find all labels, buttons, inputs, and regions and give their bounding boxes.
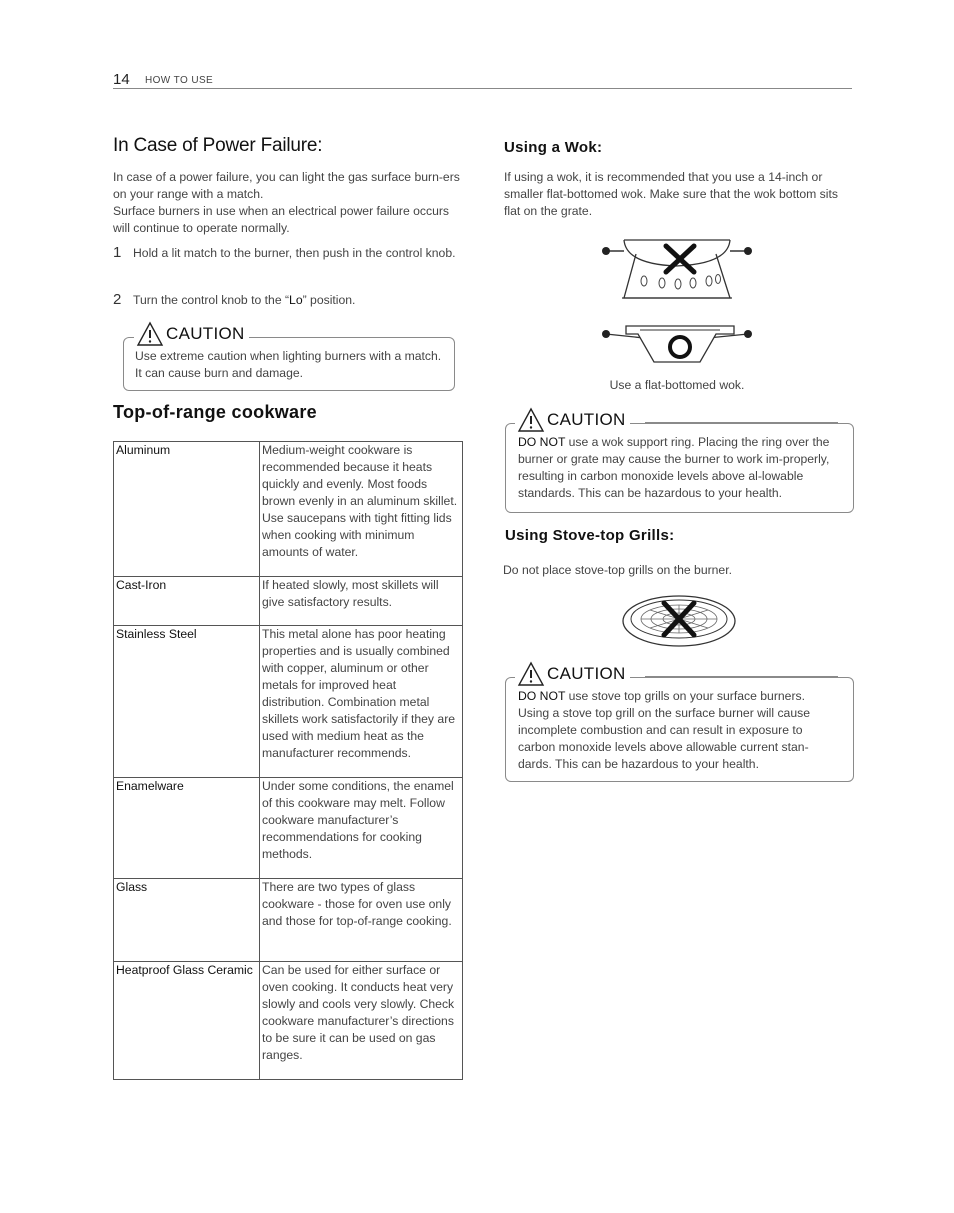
step-2-text	[133, 292, 463, 309]
grills-text: Do not place stove-top grills on the burner.	[503, 563, 732, 577]
caution-title-wok	[515, 407, 630, 433]
material-cell: Heatproof Glass Ceramic	[114, 962, 260, 1080]
step-1-text: Hold a lit match to the burner, then push in the control knob.	[133, 246, 456, 260]
wok-illustration	[596, 234, 758, 370]
caution-text-matches: Use extreme caution when lighting burners with a match. It can cause burn and damage.	[135, 349, 442, 380]
caution-lead: DO NOT	[518, 435, 566, 449]
caution-title-grills	[515, 661, 630, 687]
caution-lead: DO NOT	[518, 689, 566, 703]
caution-label: CAUTION	[547, 664, 626, 683]
description-cell: This metal alone has poor heating properties and is usually combined with copper, aluminum or other metals for improved heat distribution. Combination metal skillets work satisfactorily if they are used with medium heat as the manufacturer recommends.	[260, 626, 463, 778]
caution-text: use a wok support ring. Placing the ring over the burner or grate may cause the burner to work im-properly, resulting in carbon monoxide levels above al-lowable standards. This can be hazardous to your health.	[518, 435, 830, 500]
caution-label: CAUTION	[547, 410, 626, 429]
warning-triangle-icon	[517, 407, 545, 433]
description-cell: Medium-weight cookware is recommended because it heats quickly and evenly. Most foods brown evenly in an aluminum skillet. Use saucepans with tight fitting lids when cooking with minimum amounts of water.	[260, 442, 463, 577]
header-divider	[113, 88, 852, 89]
wok-caption: Use a flat-bottomed wok.	[609, 378, 745, 392]
table-row	[114, 962, 463, 1080]
caution-rule	[645, 676, 838, 677]
table-row	[114, 442, 463, 577]
description-cell: Under some conditions, the enamel of this cookware may melt. Follow cookware manufacturer’s recommendations for cooking methods.	[260, 778, 463, 879]
step-1-number: 1	[113, 244, 122, 261]
step-2-text-after: ” position.	[302, 293, 356, 307]
wok-text: If using a wok, it is recommended that you use a 14-inch or smaller flat-bottomed wok. Make sure that the wok bottom sits flat on the grate.	[504, 170, 838, 218]
table-row	[114, 577, 463, 626]
caution-text: use stove top grills on your surface burners. Using a stove top grill on the surface burner will cause incomplete combustion and can result in exposure to carbon monoxide levels above allowable current stan-dards. This can be hazardous to your health.	[518, 689, 810, 771]
step-2-text-before: Turn the control knob to the “	[133, 293, 290, 307]
material-cell: Cast-Iron	[114, 577, 260, 626]
caution-text-wok	[518, 434, 848, 502]
table-row	[114, 879, 463, 962]
step-2-number: 2	[113, 291, 122, 308]
section-label: HOW TO USE	[145, 75, 214, 86]
power-failure-intro	[113, 169, 465, 237]
x-mark-icon	[666, 246, 694, 272]
step-2-lo-setting: Lo	[289, 293, 303, 307]
caution-label: CAUTION	[166, 324, 245, 343]
round-wok-drawing	[602, 240, 752, 298]
wok-title: Using a Wok:	[504, 139, 603, 156]
description-cell: There are two types of glass cookware - those for oven use only and those for top-of-range cooking.	[260, 879, 463, 962]
power-failure-title: In Case of Power Failure:	[113, 135, 323, 156]
material-cell: Enamelware	[114, 778, 260, 879]
table-row	[114, 626, 463, 778]
cookware-title: Top-of-range cookware	[113, 402, 317, 422]
material-cell: Stainless Steel	[114, 626, 260, 778]
warning-triangle-icon	[517, 661, 545, 687]
grills-title: Using Stove-top Grills:	[505, 527, 675, 544]
material-cell: Glass	[114, 879, 260, 962]
caution-title-matches	[134, 321, 249, 347]
caution-text-grills	[518, 688, 836, 773]
stove-top-grill-illustration	[620, 590, 738, 650]
page-number: 14	[113, 71, 130, 88]
power-failure-intro-2: Surface burners in use when an electrical power failure occurs will continue to operate normally.	[113, 204, 450, 235]
table-row	[114, 778, 463, 879]
warning-triangle-icon	[136, 321, 164, 347]
material-cell: Aluminum	[114, 442, 260, 577]
description-cell: If heated slowly, most skillets will give satisfactory results.	[260, 577, 463, 626]
power-failure-intro-1: In case of a power failure, you can light the gas surface burn-ers on your range with a match.	[113, 170, 460, 201]
caution-rule	[645, 422, 838, 423]
cookware-table	[113, 441, 463, 1080]
description-cell: Can be used for either surface or oven cooking. It conducts heat very slowly and cools very slowly. Check cookware manufacturer’s directions to be sure it can be used on gas ranges.	[260, 962, 463, 1080]
